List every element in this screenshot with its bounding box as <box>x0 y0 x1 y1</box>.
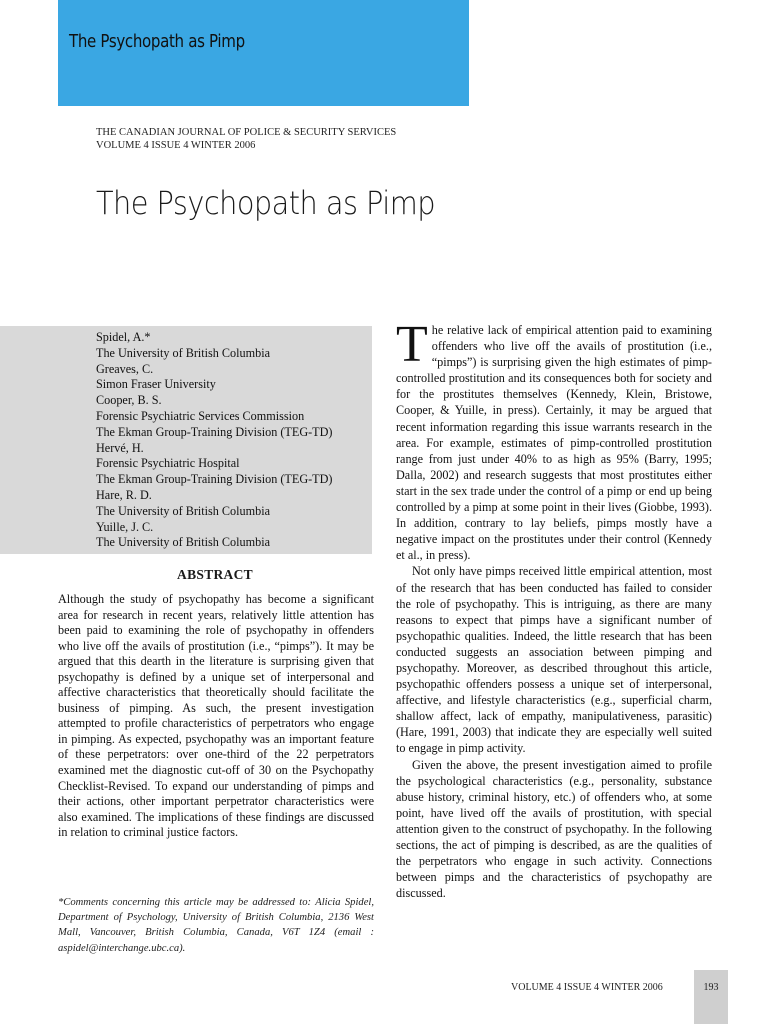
author-affiliation: Forensic Psychiatric Hospital <box>96 456 240 471</box>
author-entry <box>96 393 333 440</box>
authors-list <box>96 330 333 551</box>
author-entry <box>96 330 333 362</box>
author-affiliation: The Ekman Group-Training Division (TEG-TD) <box>96 424 333 439</box>
author-affiliation: The University of British Columbia <box>96 345 270 360</box>
intro-paragraph-1 <box>396 316 712 563</box>
author-affiliation: The University of British Columbia <box>96 535 270 550</box>
author-entry <box>96 520 333 552</box>
author-affiliation: Simon Fraser University <box>96 377 216 392</box>
author-name: Spidel, A.* <box>96 330 151 344</box>
article-title: The Psychopath as Pimp <box>96 184 435 222</box>
author-affiliation: The Ekman Group-Training Division (TEG-TD) <box>96 472 333 487</box>
drop-cap: T <box>396 316 428 373</box>
journal-name: THE CANADIAN JOURNAL OF POLICE & SECURITY SERVICES <box>96 127 397 138</box>
author-entry <box>96 362 333 394</box>
author-affiliation: Forensic Psychiatric Services Commission <box>96 408 305 423</box>
author-name: Hare, R. D. <box>96 487 152 502</box>
intro-paragraph-3: Given the above, the present investigation aimed to profile the psychological characteristics (e.g., personality, substance abuse history, criminal history, etc.) of offenders who, at some point, have lived off the avails of prostitution, with special attention given to the construct of psychopathy. In the following sections, the act of pimping is described, as are the qualities of the perpetrators who engage in such activity. Connections between pimps and the characteristics of psychopathy are discussed. <box>396 757 712 901</box>
author-affiliation: The University of British Columbia <box>96 503 270 518</box>
intro-paragraph-2: Not only have pimps received little empirical attention, most of the research that has been conducted has failed to consider the role of psychopathy. This is intriguing, as there are many reasons to expect that pimps have a significant number of psychopathic qualities. Indeed, the little research that has been conducted suggests an association between pimping and psychopathy. Moreover, as described throughout this article, psychopathic offenders possess a unique set of interpersonal, affective, and lifestyle characteristics (e.g., superficial charm, shallow affect, lack of empathy, manipulativeness, parasitic) (Hare, 1991, 2003) that indicate they are especially well suited to engage in pimp activity. <box>396 564 712 756</box>
paragraph-text: he relative lack of empirical attention paid to examining offenders who live off the avails of prostitution (i.e., “pimps”) is surprising given the high estimates of pimp-controlled prostitution and its consequences both for society and for the prostitutes themselves (Kennedy, Klein, Bristowe, Cooper, & Yuille, in press). Certainly, it may be argued that recent information regarding this issue warrants research in the area. For example, estimates of pimp-controlled prostitution range from just under 40% to as high as 95% (Barry, 1995; Dalla, 2002) and research suggests that most prostitutes either start in the sex trade under the control of a pimp or end up being controlled by a pimp at some point in their lives (Giobbe, 1993). In addition, contrary to lay beliefs, pimps mostly have a negative impact on the prostitutes under their control (Kennedy et al., in press). <box>396 323 712 563</box>
correspondence-footnote: *Comments concerning this article may be addressed to: Alicia Spidel, Department of Psychology, University of British Columbia, 2136 West Mall, Vancouver, British Columbia, Canada, V6T 1Z4 (email : aspidel@interchange.ubc.ca). <box>58 897 374 954</box>
author-entry <box>96 441 333 488</box>
abstract-body: Although the study of psychopathy has become a significant area for research in recent years, relatively little attention has been paid to examining the role of psychopathy in offenders who live off the avails of prostitution (i.e., “pimps”). It may be argued that this dearth in the literature is surprising given that psychopathy is defined by a unique set of interpersonal and affective characteristics that theoretically should facilitate the business of pimping. As such, the present investigation attempted to profile characteristics of perpetrators who engage in pimping. As expected, psychopathy was an important feature of these perpetrators: over one-third of the 22 perpetrators examined met the diagnostic cut-off of 30 on the Psychopathy Checklist-Revised. To expand our understanding of pimps and their actions, other important perpetrator characteristics were also examined. The implications of these findings are discussed in relation to criminal justice factors. <box>58 592 374 840</box>
page-number: 193 <box>703 982 719 993</box>
journal-info <box>96 126 396 152</box>
author-name: Hervé, H. <box>96 440 144 455</box>
author-name: Greaves, C. <box>96 361 154 376</box>
running-title: The Psychopath as Pimp <box>69 32 245 52</box>
author-name: Cooper, B. S. <box>96 393 162 408</box>
author-entry <box>96 488 333 520</box>
abstract-heading: ABSTRACT <box>177 567 253 582</box>
journal-issue: VOLUME 4 ISSUE 4 WINTER 2006 <box>96 140 256 151</box>
intro-body <box>396 316 712 901</box>
header-band <box>58 0 469 106</box>
footer-issue: VOLUME 4 ISSUE 4 WINTER 2006 <box>511 982 663 993</box>
page-number-box <box>694 970 728 1024</box>
author-name: Yuille, J. C. <box>96 519 154 534</box>
